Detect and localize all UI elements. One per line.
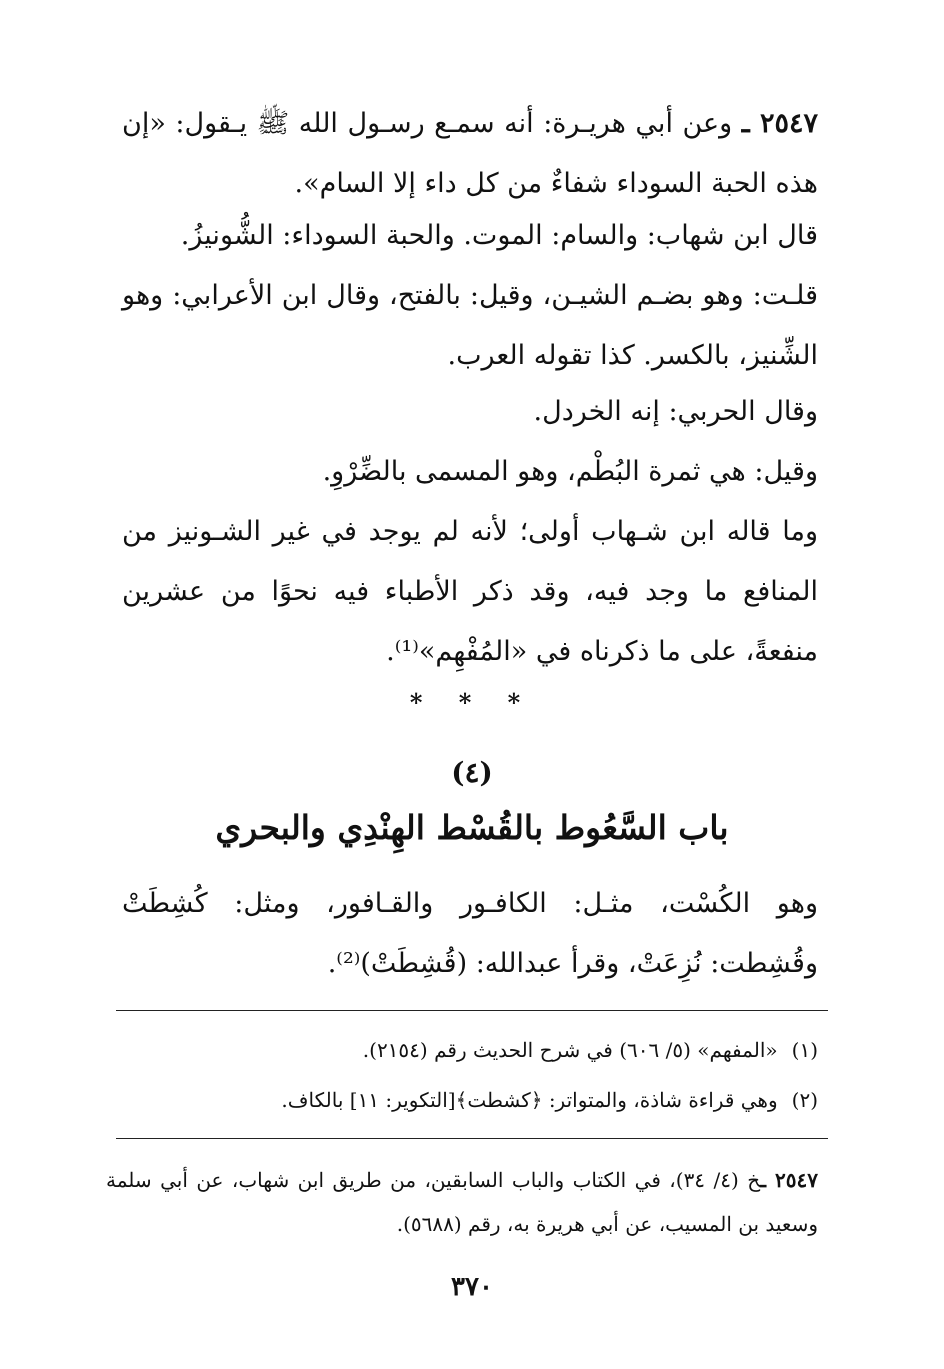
chapter-title: باب السَّعُوط بالقُسْط الهِنْدِي والبحري bbox=[215, 808, 729, 847]
commentary-paragraph bbox=[122, 442, 818, 502]
hadith-number: ٢٥٤٧ ـ bbox=[741, 108, 818, 139]
chapter-paragraph bbox=[122, 874, 818, 994]
footnote bbox=[118, 1030, 818, 1070]
page-number: ٣٧٠ bbox=[451, 1272, 493, 1302]
footnote bbox=[118, 1080, 818, 1120]
commentary-paragraph bbox=[122, 206, 818, 266]
footnote-number: (١) bbox=[791, 1038, 818, 1062]
footnote-text: وهي قراءة شاذة، والمتواتر: ﴿كشطت﴾[التكوير: ١١] بالكاف. bbox=[281, 1088, 778, 1112]
takhrij-note bbox=[106, 1158, 818, 1246]
footnote-divider bbox=[116, 1010, 828, 1011]
paragraph-text: وقال الحربي: إنه الخردل. bbox=[533, 396, 818, 427]
paragraph-text: قلـت: وهو بضـم الشيـن، وقيل: بالفتح، وقال ابن الأعرابي: وهو الشِّنيز، بالكسر. كذا تقوله العرب. bbox=[122, 280, 818, 371]
section-separator: * * * bbox=[409, 688, 535, 717]
hadith-paragraph bbox=[122, 94, 818, 214]
footnote-text: «المفهم» (٥/ ٦٠٦) في شرح الحديث رقم (٢١٥٤). bbox=[362, 1038, 778, 1062]
commentary-paragraph bbox=[122, 266, 818, 386]
takhrij-text: خ (٤/ ٣٤)، في الكتاب والباب السابقين، من طريق ابن شهاب، عن أبي سلمة وسعيد بن المسيب، عن أبي هريرة به، رقم (٥٦٨٨). bbox=[106, 1168, 818, 1236]
paragraph-text: وهو الكُسْت، مثـل: الكافـور والقـافور، ومثل: كُشِطَتْ وقُشِطت: نُزِعَتْ، وقرأ عبدالله: (قُشِطَتْ)⁽²⁾. bbox=[122, 888, 818, 979]
paragraph-text: وما قاله ابن شـهاب أولى؛ لأنه لم يوجد في غير الشـونيز من المنافع ما وجد فيه، وقد ذكر الأطباء فيه نحوًا من عشرين منفعةً، على ما ذكرناه في «المُفْهِم»⁽¹⁾. bbox=[122, 516, 818, 667]
paragraph-text: قال ابن شهاب: والسام: الموت. والحبة السوداء: الشُّونيزُ. bbox=[180, 220, 818, 251]
takhrij-number: ٢٥٤٧ ـ bbox=[760, 1168, 818, 1192]
paragraph-text: وقيل: هي ثمرة البُطْم، وهو المسمى بالضِّرْوِ. bbox=[322, 456, 818, 487]
takhrij-divider bbox=[116, 1138, 828, 1139]
commentary-paragraph bbox=[122, 382, 818, 442]
footnote-number: (٢) bbox=[791, 1088, 818, 1112]
chapter-number: (٤) bbox=[451, 756, 493, 789]
paragraph-text: وعن أبي هريـرة: أنه سمـع رسـول الله ﷺ يـقول: «إن هذه الحبة السوداء شفاءٌ من كل داء إلا السام». bbox=[122, 108, 818, 199]
commentary-paragraph bbox=[122, 502, 818, 682]
